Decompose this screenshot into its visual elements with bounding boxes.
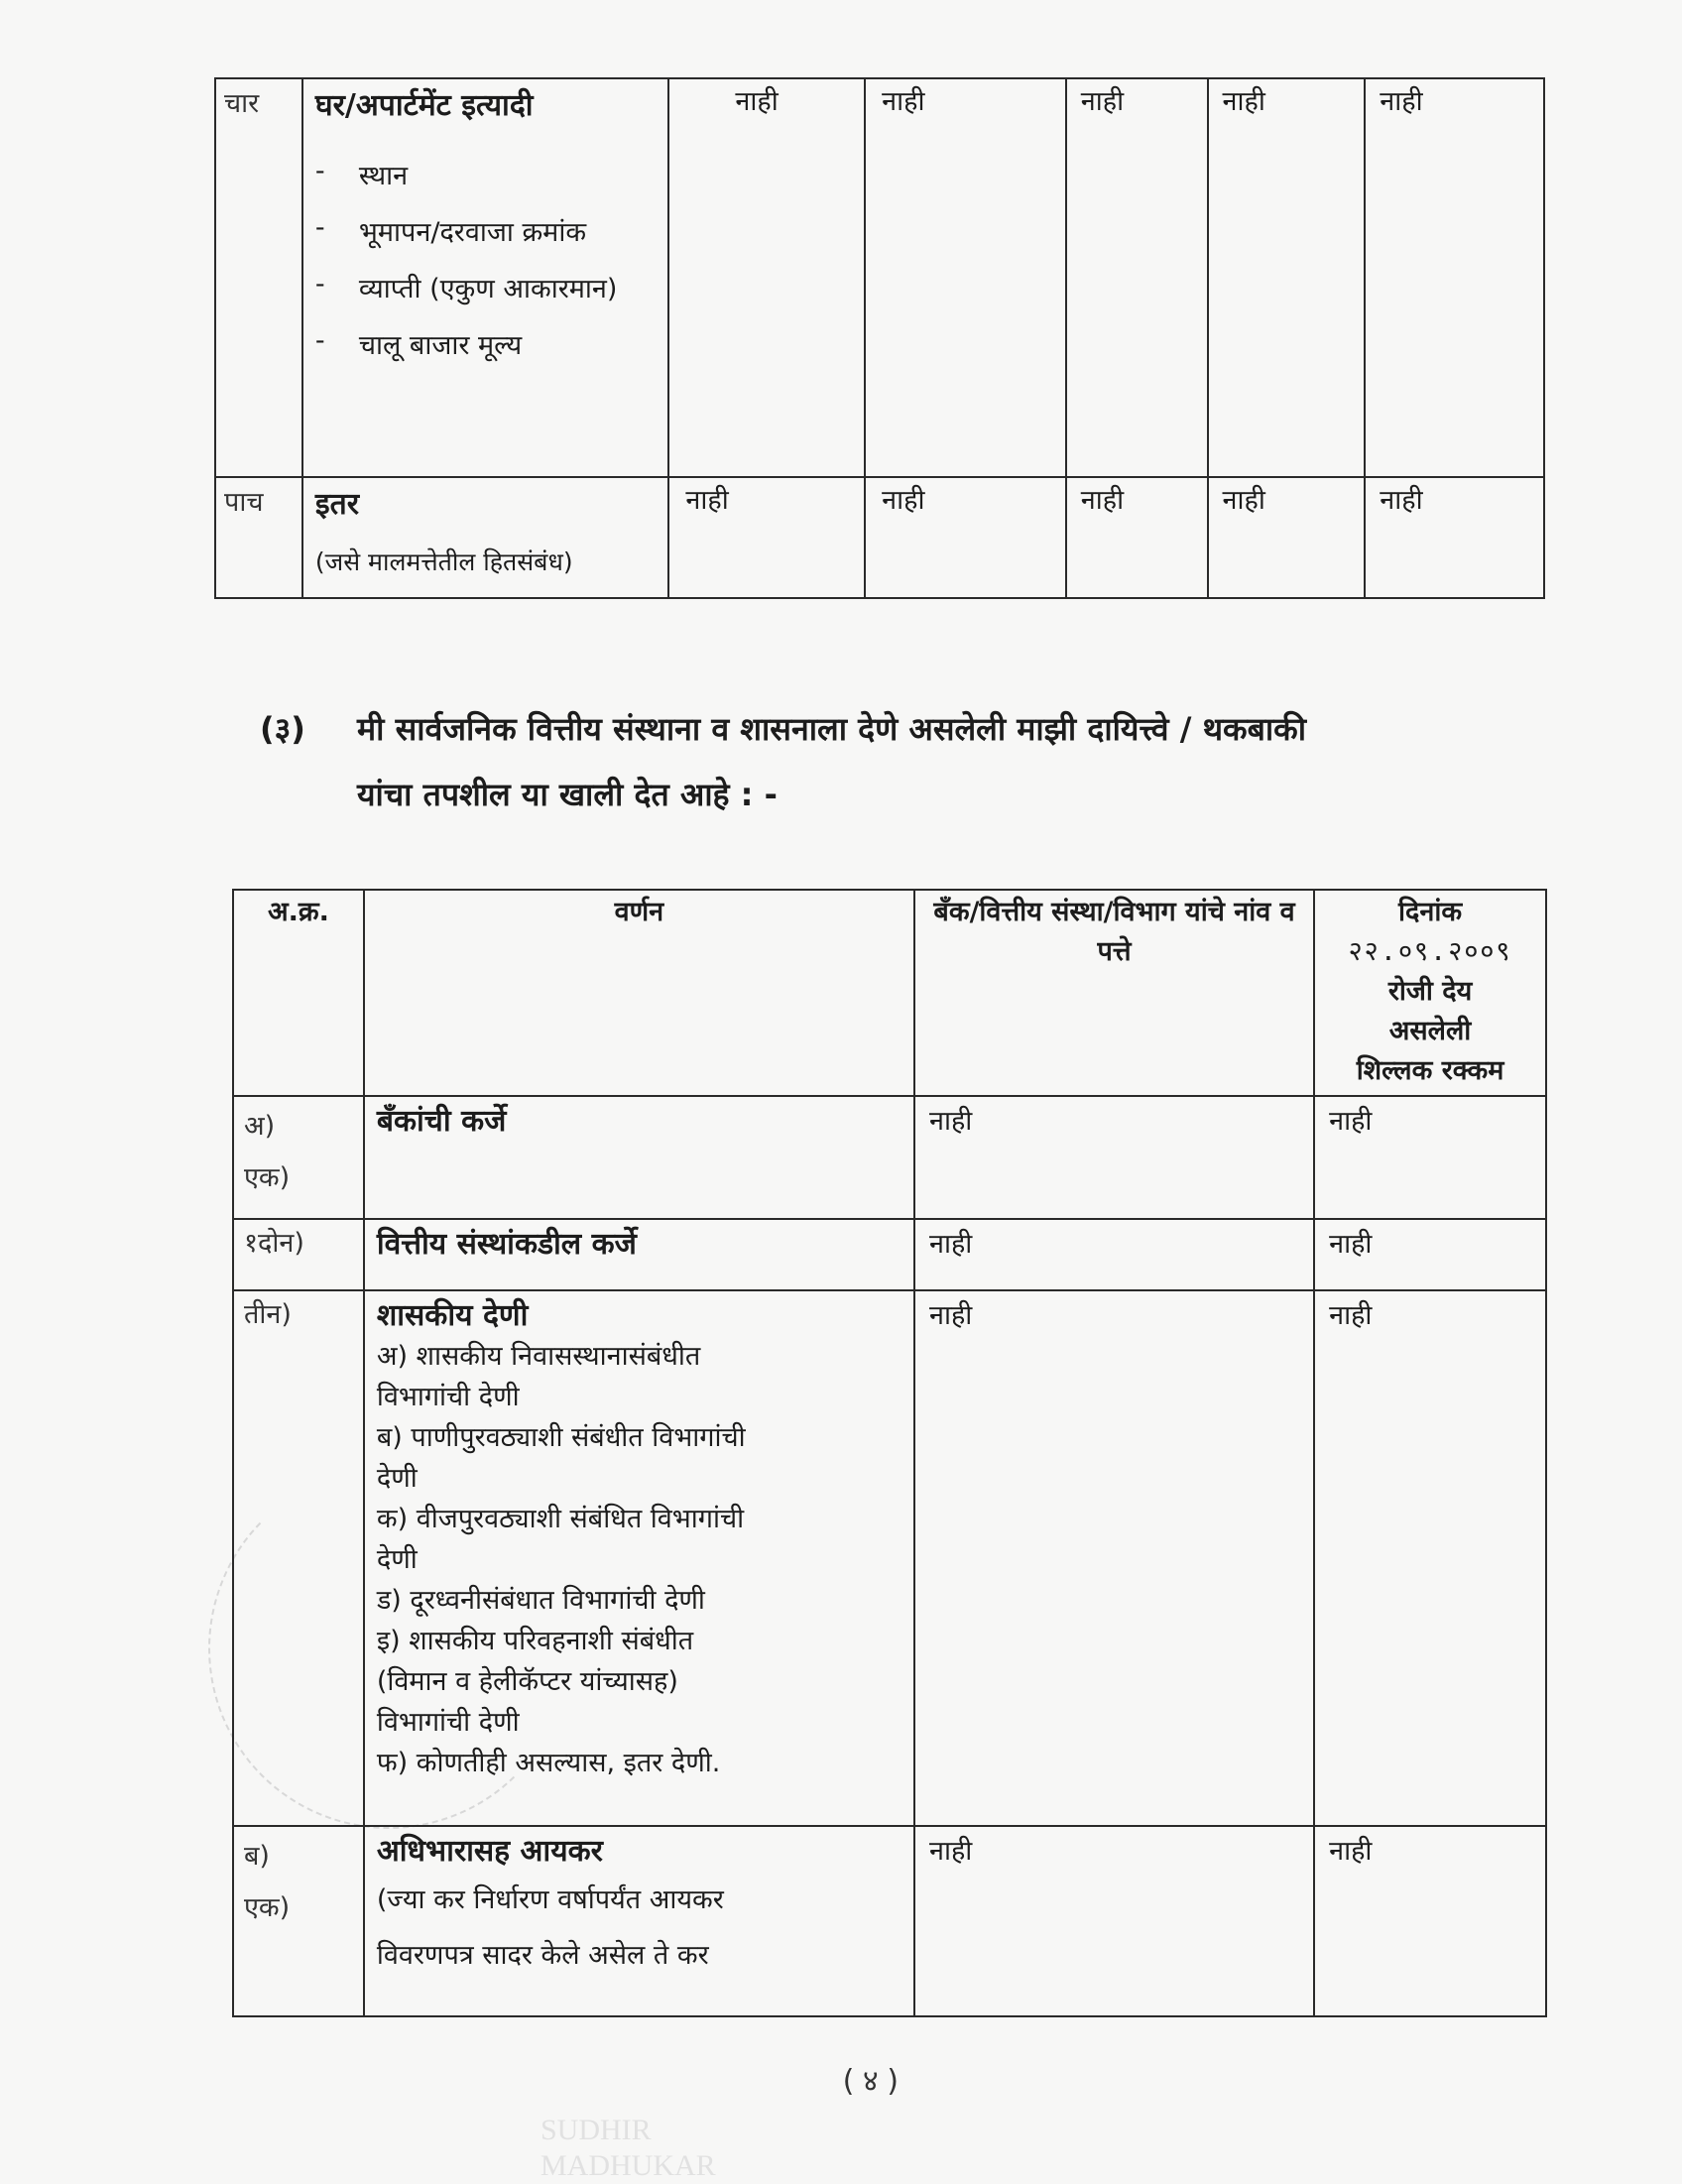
list-item: ब) पाणीपुरवठ्याशी संबंधीत विभागांची xyxy=(376,1422,746,1453)
table-row xyxy=(233,1290,1546,1826)
row-number: पाच xyxy=(215,477,302,598)
row-title: इतर xyxy=(314,487,360,522)
value-cell: नाही xyxy=(1208,477,1366,598)
list-item: - व्याप्ती (एकुण आकारमान) xyxy=(314,269,618,304)
section-number: (३) xyxy=(260,710,305,748)
page-number: (४) xyxy=(839,2064,908,2099)
table-row xyxy=(215,78,1544,477)
list-item: फ) कोणतीही असल्यास, इतर देणी. xyxy=(376,1748,721,1778)
section-3-heading xyxy=(260,696,1509,827)
row-note: (जसे मालमत्तेतील हितसंबंध) xyxy=(314,547,573,576)
list-item: विभागांची देणी xyxy=(376,1707,520,1738)
table-row xyxy=(233,1826,1546,2016)
row-description xyxy=(302,78,668,477)
row-number: ब) एक) xyxy=(233,1826,364,2016)
list-item: - भूमापन/दरवाजा क्रमांक xyxy=(314,212,587,248)
row-number: चार xyxy=(215,78,302,477)
list-item: अ) शासकीय निवासस्थानासंबंधीत xyxy=(376,1341,701,1372)
row-title: घर/अपार्टमेंट इत्यादी xyxy=(314,88,534,123)
row-description xyxy=(302,477,668,598)
list-item: - स्थान xyxy=(314,156,409,191)
row-description: शासकीय देणी अ) शासकीय निवासस्थानासंबंधीत विभागांची देणी ब) पाणीपुरवठ्याशी संबंधीत विभागांची देणी क) वीजपुरवठ्याशी संबंधित विभागांची देणी ड) दूरध्वनीसंबंधात विभागांची देणी इ) शासकीय परिवहनाशी संबंधीत (विमान व हेलीकॅप्टर यांच्यासह) विभागांची देणी फ) कोणतीही असल्यास, इतर देणी. xyxy=(364,1290,914,1826)
value-cell: नाही xyxy=(865,78,1066,477)
amount-cell: नाही xyxy=(1314,1096,1546,1219)
liabilities-table xyxy=(232,889,1547,2017)
header-institution: बॅंक/वित्तीय संस्था/विभाग यांचे नांव व पत्ते xyxy=(914,890,1314,1096)
section-text-line2: यांचा तपशील या खाली देत आहे : - xyxy=(357,776,778,813)
institution-cell: नाही xyxy=(914,1826,1314,2016)
header-description: वर्णन xyxy=(364,890,914,1096)
assets-table xyxy=(214,77,1545,599)
value-cell: नाही xyxy=(668,477,865,598)
institution-cell: नाही xyxy=(914,1290,1314,1826)
row-description: अधिभारासह आयकर (ज्या कर निर्धारण वर्षापर्यंत आयकर विवरणपत्र सादर केले असेल ते कर xyxy=(364,1826,914,2016)
stamp-text: SUDHIR MADHUKAR xyxy=(541,2114,716,2182)
row-note: (ज्या कर निर्धारण वर्षापर्यंत आयकर xyxy=(376,1884,724,1915)
institution-cell: नाही xyxy=(914,1096,1314,1219)
amount-cell: नाही xyxy=(1314,1290,1546,1826)
table-row xyxy=(233,1219,1546,1290)
table-header-row xyxy=(233,890,1546,1096)
value-cell: नाही xyxy=(1208,78,1366,477)
list-item: इ) शासकीय परिवहनाशी संबंधीत xyxy=(376,1626,694,1656)
row-note: विवरणपत्र सादर केले असेल ते कर xyxy=(376,1940,709,1971)
header-serial: अ.क्र. xyxy=(233,890,364,1096)
row-number: अ) एक) xyxy=(233,1096,364,1219)
header-amount: दिनांक २२.०९.२००९ रोजी देय असलेली शिल्लक रक्कम xyxy=(1314,890,1546,1096)
row-number: तीन) xyxy=(233,1290,364,1826)
row-number: १दोन) xyxy=(233,1219,364,1290)
list-item: क) वीजपुरवठ्याशी संबंधित विभागांची xyxy=(376,1504,745,1534)
list-item: - चालू बाजार मूल्य xyxy=(314,325,523,361)
value-cell: नाही xyxy=(1365,78,1544,477)
row-description: बँकांची कर्जे xyxy=(364,1096,914,1219)
value-cell: नाही xyxy=(1066,78,1208,477)
table-row xyxy=(215,477,1544,598)
table-row xyxy=(233,1096,1546,1219)
amount-cell: नाही xyxy=(1314,1826,1546,2016)
list-item: ड) दूरध्वनीसंबंधात विभागांची देणी xyxy=(376,1585,705,1616)
institution-cell: नाही xyxy=(914,1219,1314,1290)
list-item: देणी xyxy=(376,1544,418,1575)
list-item: विभागांची देणी xyxy=(376,1382,520,1412)
row-description: वित्तीय संस्थांकडील कर्जे xyxy=(364,1219,914,1290)
value-cell: नाही xyxy=(1066,477,1208,598)
section-text-line1: मी सार्वजनिक वित्तीय संस्थाना व शासनाला देणे असलेली माझी दायित्त्वे / थकबाकी xyxy=(357,710,1307,748)
value-cell: नाही xyxy=(1365,477,1544,598)
list-item: देणी xyxy=(376,1463,418,1494)
value-cell: नाही xyxy=(668,78,865,477)
list-item: (विमान व हेलीकॅप्टर यांच्यासह) xyxy=(376,1666,678,1697)
amount-cell: नाही xyxy=(1314,1219,1546,1290)
value-cell: नाही xyxy=(865,477,1066,598)
